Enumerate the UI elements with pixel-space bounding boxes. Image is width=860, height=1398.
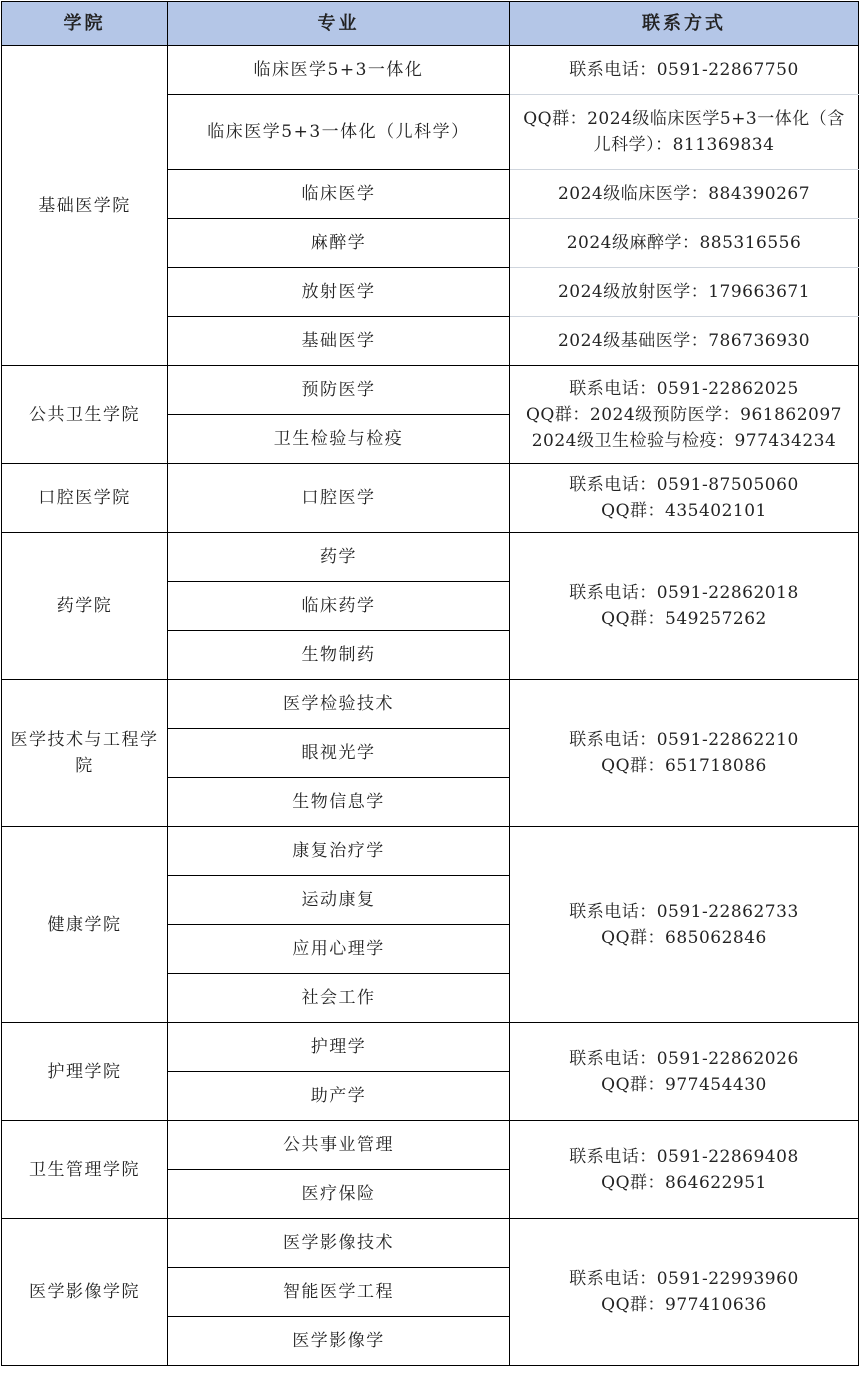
contact-info [510, 680, 859, 827]
major-name: 公共事业管理 [168, 1121, 510, 1170]
contact-qq: QQ群：651718086 [601, 756, 767, 776]
contact-info [510, 1219, 859, 1366]
contact-phone: 联系电话：0591-22862018 [569, 583, 799, 603]
table-row [2, 46, 859, 95]
contact-info [510, 1023, 859, 1121]
major-name: 护理学 [168, 1023, 510, 1072]
table-row [2, 1121, 859, 1170]
header-contact: 联系方式 [510, 2, 859, 46]
major-name: 眼视光学 [168, 729, 510, 778]
major-name: 卫生检验与检疫 [168, 415, 510, 464]
major-name: 生物制药 [168, 631, 510, 680]
contact-info [510, 827, 859, 1023]
major-name: 药学 [168, 533, 510, 582]
table-row [2, 1219, 859, 1268]
contact-phone: 联系电话：0591-22862210 [569, 730, 799, 750]
college-name: 医学影像学院 [2, 1219, 168, 1366]
contact-qq: QQ群：977454430 [601, 1074, 767, 1095]
major-name: 医学影像学 [168, 1317, 510, 1366]
contact-info [510, 533, 859, 680]
major-name: 助产学 [168, 1072, 510, 1121]
contact-phone: 联系电话：0591-22862026 [569, 1048, 799, 1069]
contact-qq: QQ群：864622951 [601, 1172, 767, 1193]
table-row [2, 464, 859, 533]
college-name: 卫生管理学院 [2, 1121, 168, 1219]
contact-info [510, 366, 859, 464]
college-name: 药学院 [2, 533, 168, 680]
college-name: 医学技术与工程学院 [2, 680, 168, 827]
contact-info: 2024级临床医学：884390267 [510, 170, 859, 219]
major-name: 临床医学5+3一体化 [168, 46, 510, 95]
contact-qq: QQ群：685062846 [601, 927, 767, 948]
table-row [2, 1023, 859, 1072]
college-name: 口腔医学院 [2, 464, 168, 533]
header-row [2, 2, 859, 46]
table-row [2, 827, 859, 876]
major-name: 放射医学 [168, 268, 510, 317]
contact-qq-extra: 2024级卫生检验与检疫：977434234 [531, 430, 837, 451]
contact-phone: 联系电话：0591-87505060 [569, 475, 799, 495]
table-row [2, 680, 859, 729]
contact-phone: 联系电话：0591-22993960 [569, 1269, 799, 1289]
contact-info: 2024级麻醉学：885316556 [510, 219, 859, 268]
contact-info: 联系电话：0591-22867750 [510, 46, 859, 95]
major-name: 医疗保险 [168, 1170, 510, 1219]
major-name: 生物信息学 [168, 778, 510, 827]
contact-qq: QQ群：435402101 [601, 501, 767, 521]
major-name: 临床药学 [168, 582, 510, 631]
college-name: 护理学院 [2, 1023, 168, 1121]
major-name: 医学检验技术 [168, 680, 510, 729]
major-name: 运动康复 [168, 876, 510, 925]
contact-qq: QQ群：977410636 [601, 1295, 767, 1315]
major-name: 口腔医学 [168, 464, 510, 533]
major-name: 预防医学 [168, 366, 510, 415]
table-row [2, 366, 859, 415]
contact-info [510, 1121, 859, 1219]
contact-info [510, 464, 859, 533]
contact-phone: 联系电话：0591-22862733 [569, 901, 799, 922]
header-college: 学院 [2, 2, 168, 46]
major-name: 基础医学 [168, 317, 510, 366]
header-major: 专业 [168, 2, 510, 46]
major-name: 社会工作 [168, 974, 510, 1023]
contact-info: 2024级基础医学：786736930 [510, 317, 859, 366]
contact-info: QQ群：2024级临床医学5+3一体化（含儿科学）：811369834 [510, 95, 859, 170]
contact-info: 2024级放射医学：179663671 [510, 268, 859, 317]
contact-qq: QQ群：2024级预防医学：961862097 [526, 404, 842, 425]
college-name: 公共卫生学院 [2, 366, 168, 464]
major-name: 应用心理学 [168, 925, 510, 974]
major-name: 智能医学工程 [168, 1268, 510, 1317]
college-contact-table [1, 1, 859, 1366]
major-name: 医学影像技术 [168, 1219, 510, 1268]
college-name: 基础医学院 [2, 46, 168, 366]
table-row [2, 533, 859, 582]
major-name: 麻醉学 [168, 219, 510, 268]
contact-phone: 联系电话：0591-22869408 [569, 1146, 799, 1167]
contact-phone: 联系电话：0591-22862025 [569, 378, 799, 399]
major-name: 临床医学5+3一体化（儿科学） [168, 95, 510, 170]
major-name: 康复治疗学 [168, 827, 510, 876]
college-name: 健康学院 [2, 827, 168, 1023]
contact-qq: QQ群：549257262 [601, 609, 767, 629]
major-name: 临床医学 [168, 170, 510, 219]
